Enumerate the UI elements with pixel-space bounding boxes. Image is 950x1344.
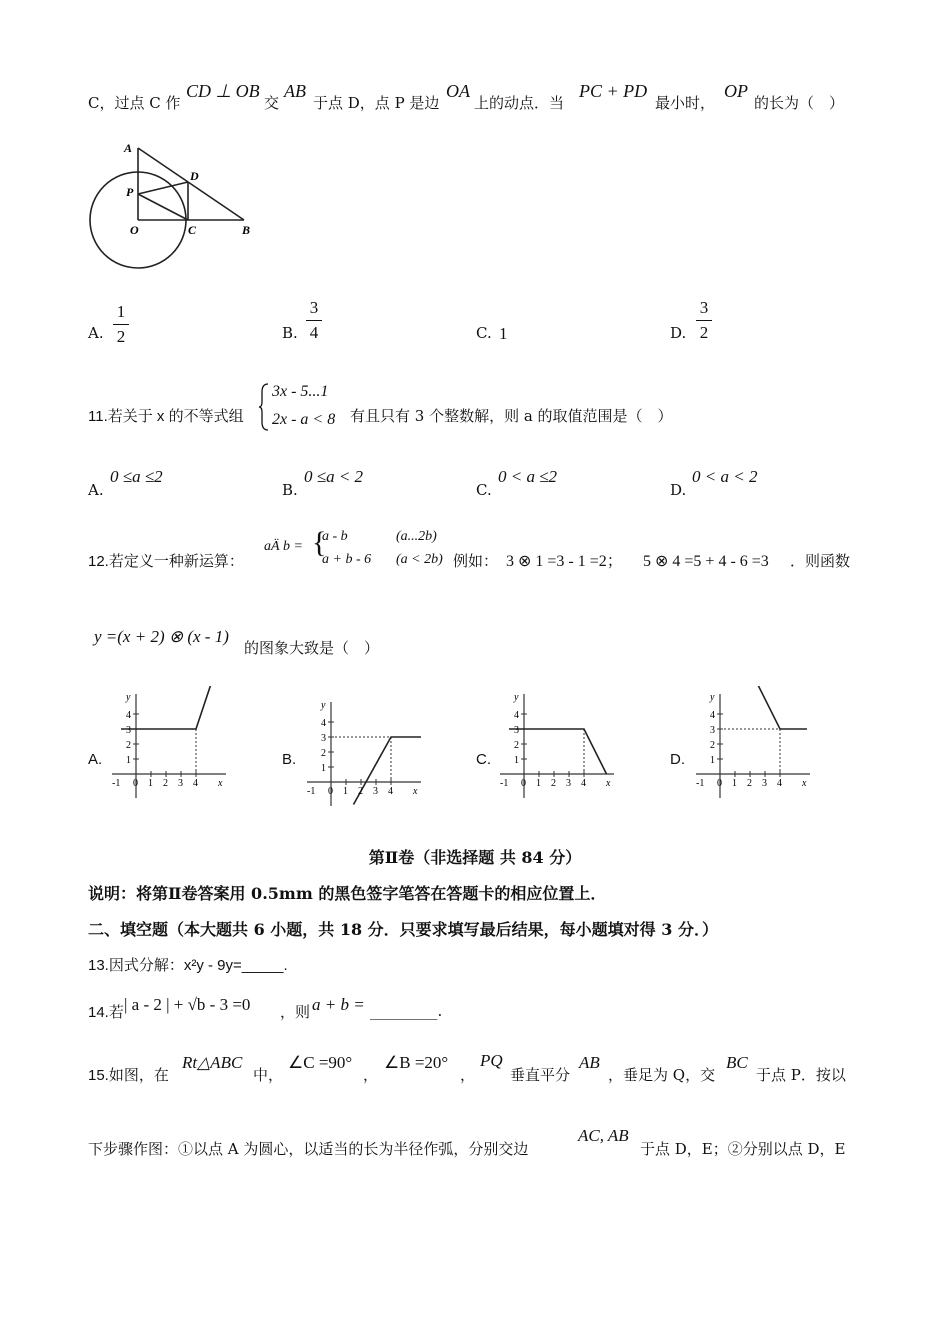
x-tick-label: -1 bbox=[500, 778, 509, 789]
y-tick-label: 3 bbox=[321, 733, 326, 744]
q15-text-1: 15.如图，在 bbox=[88, 1067, 169, 1084]
y-axis-label: y bbox=[514, 692, 519, 703]
x-tick-label: 2 bbox=[551, 778, 556, 789]
numerator: 1 bbox=[116, 302, 126, 321]
x-axis-label: x bbox=[218, 778, 223, 789]
q15-line2-b: 于点 D，E；②分别以点 D，E bbox=[640, 1140, 846, 1158]
numerator: 3 bbox=[309, 298, 319, 317]
q12-condition-2: (a < 2b) bbox=[396, 552, 443, 567]
x-tick-label: 0 bbox=[328, 786, 333, 797]
q15-math-bc: BC bbox=[726, 1053, 748, 1072]
q15-text-2: 中， bbox=[253, 1066, 284, 1084]
x-tick-label: 0 bbox=[521, 778, 526, 789]
q11-option-b-letter: B. bbox=[282, 481, 298, 499]
q12-graph-a bbox=[108, 686, 233, 804]
y-tick-label: 3 bbox=[126, 725, 131, 736]
x-axis-label: x bbox=[802, 778, 807, 789]
y-tick-label: 1 bbox=[321, 763, 326, 774]
q12-graph-d bbox=[692, 686, 817, 804]
function-curve bbox=[121, 686, 211, 729]
section-note: 说明：将第Ⅱ卷答案用 0.5mm 的黑色签字笔答在答题卡的相应位置上． bbox=[88, 884, 607, 903]
q14-blank: _________. bbox=[370, 1002, 443, 1020]
y-tick-label: 2 bbox=[126, 740, 131, 751]
q11-option-c-expr: 0 < a ≤2 bbox=[498, 467, 558, 486]
q10-math-oa: OA bbox=[446, 81, 470, 101]
q12-function-suffix: 的图象大致是（ ） bbox=[244, 639, 380, 657]
q12-case-1: a - b bbox=[322, 529, 348, 544]
x-tick-label: -1 bbox=[112, 778, 121, 789]
q12-example-1: 3 ⊗ 1 =3 - 1 =2； bbox=[506, 553, 623, 570]
q11-prefix: 11.若关于 x 的不等式组 bbox=[88, 408, 244, 425]
q12-graph-b bbox=[303, 694, 428, 812]
y-tick-label: 1 bbox=[126, 755, 131, 766]
q15-text-6: ，垂足为 Q，交 bbox=[608, 1066, 716, 1084]
q10-math-op: OP bbox=[724, 81, 748, 101]
fraction-bar bbox=[696, 320, 712, 321]
q11-option-a-letter: A. bbox=[88, 481, 104, 499]
q12-graph-d-letter: D. bbox=[670, 751, 685, 768]
label-d: D bbox=[190, 169, 199, 183]
x-tick-label: 2 bbox=[747, 778, 752, 789]
q12-graph-c bbox=[496, 686, 621, 804]
label-a: A bbox=[124, 141, 133, 155]
q10-text-1: C，过点 C 作 bbox=[88, 94, 181, 112]
q12-brace: { bbox=[312, 526, 327, 559]
q12-mid: 例如： bbox=[453, 552, 499, 570]
y-tick-label: 1 bbox=[514, 755, 519, 766]
q14-expression: | a - 2 | + √b - 3 =0 bbox=[124, 995, 251, 1014]
x-tick-label: 3 bbox=[566, 778, 571, 789]
x-tick-label: -1 bbox=[307, 786, 316, 797]
q12-case-2: a + b - 6 bbox=[322, 552, 372, 567]
q15-text-3: ， bbox=[363, 1066, 379, 1084]
x-tick-label: 2 bbox=[358, 786, 363, 797]
q10-text-3: 于点 D，点 P 是边 bbox=[313, 94, 440, 112]
q15-line2-math: AC, AB bbox=[578, 1126, 629, 1145]
y-axis-label: y bbox=[126, 692, 131, 703]
label-b: B bbox=[242, 223, 251, 237]
y-tick-label: 3 bbox=[514, 725, 519, 736]
q10-text-6: 的长为（ ） bbox=[754, 94, 845, 112]
q10-option-b-fraction bbox=[306, 298, 322, 343]
y-tick-label: 2 bbox=[514, 740, 519, 751]
q12-op-definition: aÄ b = bbox=[264, 539, 303, 554]
q10-option-a-fraction bbox=[113, 302, 129, 347]
q10-math-pc-pd: PC + PD bbox=[579, 81, 648, 101]
q12-end: ．则函数 bbox=[790, 552, 851, 570]
q14-expression-2: a + b = bbox=[312, 995, 365, 1014]
q11-brace bbox=[258, 382, 270, 432]
q15-math-angle-c: ∠C =90° bbox=[288, 1053, 353, 1072]
q11-option-b-expr: 0 ≤a < 2 bbox=[304, 467, 364, 486]
segment-ab bbox=[138, 148, 244, 220]
q15-text-4: ， bbox=[460, 1066, 476, 1084]
y-tick-label: 2 bbox=[710, 740, 715, 751]
x-tick-label: 1 bbox=[148, 778, 153, 789]
numerator: 3 bbox=[699, 298, 709, 317]
q11-option-d-letter: D. bbox=[670, 481, 687, 499]
y-tick-label: 4 bbox=[710, 710, 715, 721]
y-axis-label: y bbox=[321, 700, 326, 711]
q14-prefix: 14.若 bbox=[88, 1004, 124, 1021]
q10-text-2: 交 bbox=[264, 94, 280, 112]
x-tick-label: 4 bbox=[777, 778, 782, 789]
q10-option-a-letter: A. bbox=[88, 324, 104, 342]
q15-math-ab: AB bbox=[579, 1053, 600, 1072]
q11-suffix: 有且只有 3 个整数解，则 a 的取值范围是（ ） bbox=[350, 407, 673, 425]
denominator: 2 bbox=[116, 327, 126, 346]
x-tick-label: -1 bbox=[696, 778, 705, 789]
x-axis-label: x bbox=[413, 786, 418, 797]
part-heading: 二、填空题（本大题共 6 小题，共 18 分．只要求填写最后结果，每小题填对得 3 分．） bbox=[88, 920, 718, 939]
q12-graph-a-letter: A. bbox=[88, 751, 103, 768]
x-tick-label: 0 bbox=[133, 778, 138, 789]
x-tick-label: 4 bbox=[193, 778, 198, 789]
x-tick-label: 3 bbox=[373, 786, 378, 797]
q12-prefix: 12.若定义一种新运算： bbox=[88, 553, 244, 570]
q10-text-4: 上的动点．当 bbox=[474, 94, 565, 112]
y-tick-label: 4 bbox=[321, 718, 326, 729]
denominator: 2 bbox=[699, 323, 709, 342]
q10-math-cd-perp-ob: CD ⊥ OB bbox=[186, 81, 260, 101]
y-tick-label: 1 bbox=[710, 755, 715, 766]
q12-condition-1: (a...2b) bbox=[396, 529, 437, 544]
q10-option-d-letter: D. bbox=[670, 324, 687, 342]
q15-line2-a: 下步骤作图：①以点 A 为圆心，以适当的长为半径作弧，分别交边 bbox=[88, 1140, 529, 1158]
q14-mid: ，则 bbox=[280, 1003, 311, 1021]
q15-math-pq: PQ bbox=[480, 1051, 503, 1070]
q13: 13.因式分解：x²y - 9y=_____. bbox=[88, 957, 288, 974]
x-tick-label: 2 bbox=[163, 778, 168, 789]
q10-text-5: 最小时， bbox=[655, 94, 716, 112]
x-tick-label: 1 bbox=[536, 778, 541, 789]
x-tick-label: 3 bbox=[178, 778, 183, 789]
q12-graph-b-letter: B. bbox=[282, 751, 297, 768]
y-tick-label: 2 bbox=[321, 748, 326, 759]
q11-inequality-1: 3x - 5...1 bbox=[272, 383, 329, 400]
x-tick-label: 0 bbox=[717, 778, 722, 789]
q10-math-ab: AB bbox=[284, 81, 306, 101]
q11-option-d-expr: 0 < a < 2 bbox=[692, 467, 758, 486]
function-curve bbox=[758, 686, 808, 729]
q11-option-a-expr: 0 ≤a ≤2 bbox=[110, 467, 163, 486]
fraction-bar bbox=[306, 320, 322, 321]
x-tick-label: 4 bbox=[581, 778, 586, 789]
q12-function: y =(x + 2) ⊗ (x - 1) bbox=[94, 627, 229, 646]
section-title: 第Ⅱ卷（非选择题 共 84 分） bbox=[368, 848, 582, 867]
q15-math-triangle: Rt△ABC bbox=[182, 1053, 243, 1072]
q11-option-c-letter: C. bbox=[476, 481, 492, 499]
x-tick-label: 1 bbox=[343, 786, 348, 797]
q10-geometry-figure bbox=[86, 138, 266, 278]
label-o: O bbox=[130, 223, 139, 237]
q11-inequality-2: 2x - a < 8 bbox=[272, 411, 336, 428]
q10-option-d-fraction bbox=[696, 298, 712, 343]
q10-option-b-letter: B. bbox=[282, 324, 298, 342]
q15-math-angle-b: ∠B =20° bbox=[384, 1053, 449, 1072]
q15-text-5: 垂直平分 bbox=[510, 1066, 571, 1084]
y-tick-label: 4 bbox=[126, 710, 131, 721]
x-tick-label: 4 bbox=[388, 786, 393, 797]
q10-option-c-value: 1 bbox=[499, 324, 508, 343]
label-p: P bbox=[126, 185, 134, 199]
q12-example-2: 5 ⊗ 4 =5 + 4 - 6 =3 bbox=[643, 553, 769, 570]
denominator: 4 bbox=[309, 323, 319, 342]
q12-graph-c-letter: C. bbox=[476, 751, 491, 768]
label-c: C bbox=[188, 223, 197, 237]
q10-option-c-letter: C. bbox=[476, 324, 492, 342]
q15-text-7: 于点 P．按以 bbox=[756, 1066, 846, 1084]
y-tick-label: 3 bbox=[710, 725, 715, 736]
x-tick-label: 3 bbox=[762, 778, 767, 789]
y-axis-label: y bbox=[710, 692, 715, 703]
x-axis-label: x bbox=[606, 778, 611, 789]
fraction-bar bbox=[113, 324, 129, 325]
x-tick-label: 1 bbox=[732, 778, 737, 789]
segment-pd bbox=[138, 182, 188, 194]
y-tick-label: 4 bbox=[514, 710, 519, 721]
